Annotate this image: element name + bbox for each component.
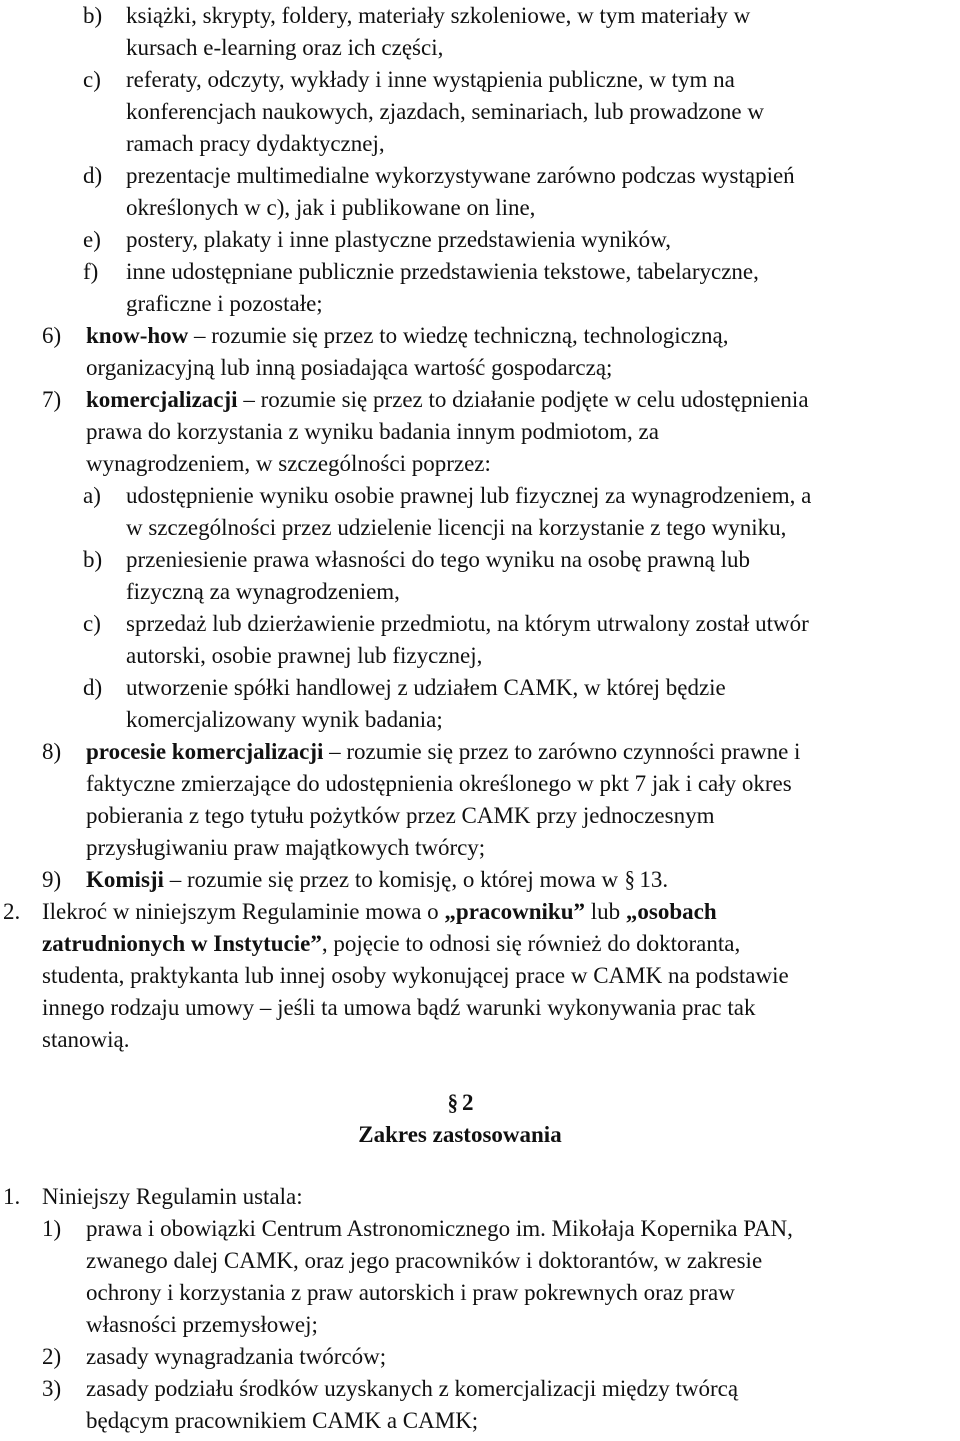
list-label-e: e) [83, 227, 101, 252]
section-number [0, 1088, 920, 1118]
item-d-line-2: określonych w c), jak i publikowane on line, [126, 195, 536, 220]
def-7-term: komercjalizacji [86, 387, 238, 412]
def-6-text: – rozumie się przez to wiedzę techniczną, technologiczną, [188, 323, 729, 348]
item-b-line-2: kursach e-learning oraz ich części, [126, 35, 444, 60]
def-7-c-line-2: autorski, osobie prawnej lub fizycznej, [126, 643, 483, 668]
section-title: Zakres zastosowania [358, 1122, 562, 1147]
def-7-a-line-1: udostępnienie wyniku osobie prawnej lub fizycznej za wynagrodzeniem, a [126, 483, 812, 508]
section-number-value: 2 [462, 1090, 474, 1115]
point-2-text-a: Ilekroć w niniejszym Regulaminie mowa o [42, 899, 445, 924]
def-9-label: 9) [42, 867, 62, 892]
s2-item-2-label: 2) [42, 1344, 62, 1369]
item-f-line-1: inne udostępniane publicznie przedstawienia tekstowe, tabelaryczne, [126, 259, 759, 284]
def-7-c-label: c) [83, 611, 101, 636]
def-7-d-line-1: utworzenie spółki handlowej z udziałem CAMK, w której będzie [126, 675, 726, 700]
s2-item-3-label: 3) [42, 1376, 62, 1401]
s2-item-2-line-1: zasady wynagradzania twórców; [86, 1344, 387, 1369]
s2-item-1-line-4: własności przemysłowej; [86, 1312, 318, 1337]
item-f-line-2: graficzne i pozostałe; [126, 291, 323, 316]
def-7-d-label: d) [83, 675, 103, 700]
def-8-label: 8) [42, 739, 62, 764]
list-label-d: d) [83, 163, 103, 188]
def-6-label: 6) [42, 323, 62, 348]
def-9-line-1 [86, 866, 668, 893]
def-9-ref: 13. [639, 867, 669, 892]
point-2-text-b: , pojęcie to odnosi się również do doktoranta, [321, 931, 741, 956]
s2-item-1-line-1: prawa i obowiązki Centrum Astronomicznego im. Mikołaja Kopernika PAN, [86, 1216, 793, 1241]
def-8-line-1 [86, 738, 800, 765]
point-2-line-3: studenta, praktykanta lub innej osoby wykonującej prace w CAMK na podstawie [42, 963, 789, 988]
item-c-line-2: konferencjach naukowych, zjazdach, seminariach, lub prowadzone w [126, 99, 764, 124]
def-7-line-3: wynagrodzeniem, w szczególności poprzez: [86, 451, 491, 476]
list-label-c: c) [83, 67, 101, 92]
item-e-line-1: postery, plakaty i inne plastyczne przedstawienia wyników, [126, 227, 672, 252]
def-7-line-1 [86, 386, 809, 413]
def-7-label: 7) [42, 387, 62, 412]
item-c-line-3: ramach pracy dydaktycznej, [126, 131, 385, 156]
def-7-c-line-1: sprzedaż lub dzierżawienie przedmiotu, na którym utrwalony został utwór [126, 611, 809, 636]
s2-item-1-label: 1) [42, 1216, 62, 1241]
list-label-b: b) [83, 3, 103, 28]
def-7-a-label: a) [83, 483, 101, 508]
term-pracowniku: „pracowniku” [444, 899, 585, 924]
s2-point-1-label: 1. [3, 1184, 21, 1209]
def-7-b-label: b) [83, 547, 103, 572]
def-6-line-2: organizacyjną lub inną posiadająca wartość gospodarczą; [86, 355, 613, 380]
paragraph-sign: § [624, 867, 635, 892]
def-6-term: know-how [86, 323, 189, 348]
point-2-line-5: stanowią. [42, 1027, 130, 1052]
point-2-line-4: innego rodzaju umowy – jeśli ta umowa bądź warunki wykonywania prac tak [42, 995, 756, 1020]
def-8-text: – rozumie się przez to zarówno czynności prawne i [323, 739, 801, 764]
s2-point-1-intro: Niniejszy Regulamin ustala: [42, 1184, 303, 1209]
def-6-line-1 [86, 322, 729, 349]
section-sign-icon: § [447, 1090, 458, 1115]
def-8-line-4: przysługiwaniu praw majątkowych twórcy; [86, 835, 486, 860]
def-7-line-2: prawa do korzystania z wyniku badania innym podmiotom, za [86, 419, 659, 444]
def-9-term: Komisji [86, 867, 164, 892]
point-2-line-2 [42, 930, 740, 957]
def-7-b-line-2: fizyczną za wynagrodzeniem, [126, 579, 400, 604]
def-8-line-3: pobierania z tego tytułu pożytków przez CAMK przy jednoczesnym [86, 803, 715, 828]
def-7-text: – rozumie się przez to działanie podjęte w celu udostępnienia [237, 387, 809, 412]
s2-item-1-line-2: zwanego dalej CAMK, oraz jego pracowników i doktorantów, w zakresie [86, 1248, 763, 1273]
term-osobach: „osobach [625, 899, 717, 924]
def-9-text: – rozumie się przez to komisję, o której mowa w [163, 867, 624, 892]
term-zatrudnionych: zatrudnionych w Instytucie” [42, 931, 322, 956]
def-8-line-2: faktyczne zmierzające do udostępnienia określonego w pkt 7 jak i cały okres [86, 771, 792, 796]
point-2-label: 2. [3, 899, 21, 924]
item-d-line-1: prezentacje multimedialne wykorzystywane zarówno podczas wystąpień [126, 163, 795, 188]
s2-item-1-line-3: ochrony i korzystania z praw autorskich i praw pokrewnych oraz praw [86, 1280, 735, 1305]
s2-item-3-line-1: zasady podziału środków uzyskanych z komercjalizacji między twórcą [86, 1376, 739, 1401]
def-7-a-line-2: w szczególności przez udzielenie licencji na korzystanie z tego wyniku, [126, 515, 787, 540]
def-8-term: procesie komercjalizacji [86, 739, 324, 764]
item-b-line-1: książki, skrypty, foldery, materiały szkoleniowe, w tym materiały w [126, 3, 751, 28]
s2-item-3-line-2: będącym pracownikiem CAMK a CAMK; [86, 1408, 479, 1433]
point-2-line-1 [42, 898, 717, 925]
list-label-f: f) [83, 259, 99, 284]
def-7-b-line-1: przeniesienie prawa własności do tego wyniku na osobę prawną lub [126, 547, 751, 572]
def-7-d-line-2: komercjalizowany wynik badania; [126, 707, 443, 732]
point-2-text-c: lub [585, 899, 626, 924]
item-c-line-1: referaty, odczyty, wykłady i inne wystąpienia publiczne, w tym na [126, 67, 735, 92]
